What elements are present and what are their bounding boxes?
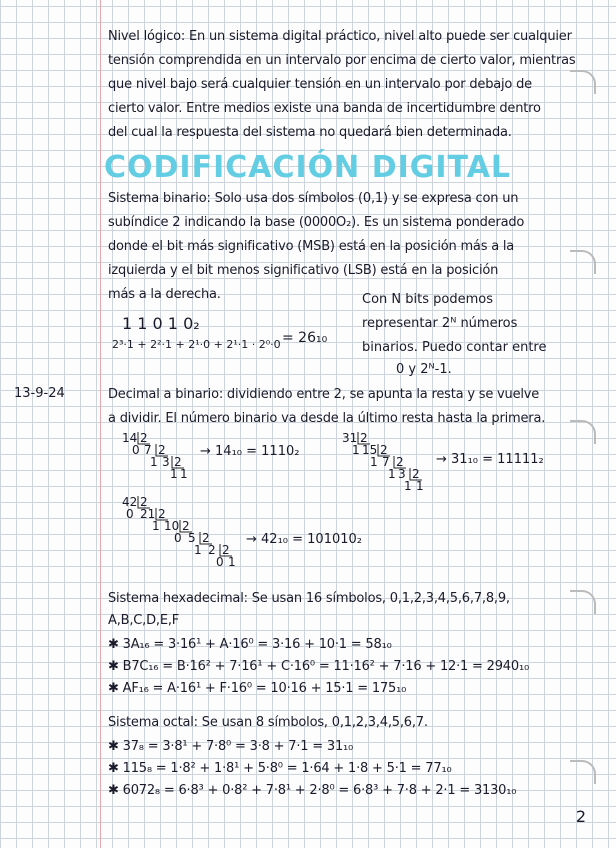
binario-line: izquierda y el bit menos significativo (LSB) está en la posición bbox=[108, 263, 499, 278]
svg-text:7: 7 bbox=[144, 443, 152, 457]
note-line: 0 y 2ᴺ-1. bbox=[396, 362, 452, 377]
binario-line: Sistema binario: Solo usa dos símbolos (0,1) y se expresa con un bbox=[108, 191, 519, 206]
octal-item: ✱ 115₈ = 1·8² + 1·8¹ + 5·8⁰ = 1·64 + 1·8 + 5·1 = 77₁₀ bbox=[108, 761, 452, 776]
section-title: CODIFICACIÓN DIGITAL bbox=[104, 150, 512, 185]
svg-text:15: 15 bbox=[362, 443, 378, 457]
binary-example-bits: 1 1 0 1 0₂ bbox=[122, 314, 200, 333]
svg-text:1: 1 bbox=[388, 467, 396, 481]
division-diagram bbox=[338, 430, 438, 494]
ring-mark bbox=[570, 760, 596, 784]
svg-text:3: 3 bbox=[162, 455, 170, 469]
svg-text:2: 2 bbox=[360, 431, 368, 445]
svg-text:0: 0 bbox=[174, 531, 182, 545]
binary-example-result: = 26₁₀ bbox=[282, 330, 328, 346]
octal-item: ✱ 6072₈ = 6·8³ + 0·8² + 7·8¹ + 2·8⁰ = 6·8³ + 7·8 + 2·1 = 3130₁₀ bbox=[108, 783, 517, 798]
svg-text:2: 2 bbox=[174, 455, 182, 469]
svg-text:2: 2 bbox=[412, 467, 420, 481]
page-number: 2 bbox=[575, 807, 586, 826]
svg-text:1: 1 bbox=[416, 479, 424, 493]
dec-bin-example-3: → 42₁₀ = 101010₂ bbox=[246, 532, 362, 547]
date-label: 13-9-24 bbox=[14, 386, 65, 401]
dec-bin-line: Decimal a binario: dividiendo entre 2, se apunta la resta y se vuelve bbox=[108, 387, 540, 402]
svg-text:2: 2 bbox=[158, 443, 166, 457]
note-line: representar 2ᴺ números bbox=[362, 316, 518, 331]
octal-item: ✱ 37₈ = 3·8¹ + 7·8⁰ = 3·8 + 7·1 = 31₁₀ bbox=[108, 739, 354, 754]
svg-text:2: 2 bbox=[140, 431, 148, 445]
svg-text:2: 2 bbox=[158, 507, 166, 521]
division-diagram bbox=[118, 494, 258, 574]
dec-bin-line: a dividir. El número binario va desde la último resta hasta la primera. bbox=[108, 411, 546, 426]
svg-text:2: 2 bbox=[208, 543, 216, 557]
ring-mark bbox=[570, 420, 596, 444]
svg-text:3: 3 bbox=[398, 467, 406, 481]
binary-example-expansion: 2³·1 + 2²·1 + 2¹·0 + 2¹·1 · 2⁰·0 bbox=[112, 338, 281, 351]
ring-mark bbox=[570, 250, 596, 274]
binario-line: subíndice 2 indicando la base (0000O₂). Es un sistema ponderado bbox=[108, 215, 525, 230]
svg-text:2: 2 bbox=[380, 443, 388, 457]
svg-text:0: 0 bbox=[132, 443, 140, 457]
note-line: binarios. Puedo contar entre bbox=[362, 340, 547, 355]
svg-text:31: 31 bbox=[342, 431, 358, 445]
svg-text:2: 2 bbox=[222, 543, 230, 557]
svg-text:1: 1 bbox=[370, 455, 378, 469]
ring-mark bbox=[570, 590, 596, 614]
intro-line: que nivel bajo será cualquier tensión en un intervalo por debajo de bbox=[108, 77, 532, 92]
svg-text:14: 14 bbox=[122, 431, 138, 445]
svg-text:2: 2 bbox=[182, 519, 190, 533]
svg-text:2: 2 bbox=[140, 495, 148, 509]
intro-line: cierto valor. Entre medios existe una banda de incertidumbre dentro bbox=[108, 101, 541, 116]
svg-text:7: 7 bbox=[382, 455, 390, 469]
intro-line: Nivel lógico: En un sistema digital práctico, nivel alto puede ser cualquier bbox=[108, 29, 572, 44]
note-line: Con N bits podemos bbox=[362, 292, 493, 307]
svg-text:1: 1 bbox=[404, 479, 412, 493]
svg-text:5: 5 bbox=[188, 531, 196, 545]
svg-text:10: 10 bbox=[164, 519, 180, 533]
division-diagram bbox=[118, 430, 208, 490]
svg-text:1: 1 bbox=[228, 555, 236, 569]
svg-text:21: 21 bbox=[140, 507, 156, 521]
svg-text:1: 1 bbox=[194, 543, 202, 557]
svg-text:1: 1 bbox=[170, 467, 178, 481]
octal-line: Sistema octal: Se usan 8 símbolos, 0,1,2,3,4,5,6,7. bbox=[108, 715, 428, 730]
intro-line: del cual la respuesta del sistema no quedará bien determinada. bbox=[108, 125, 512, 140]
intro-line: tensión comprendida en un intervalo por encima de cierto valor, mientras bbox=[108, 53, 576, 68]
binario-line: donde el bit más significativo (MSB) está en la posición más a la bbox=[108, 239, 515, 254]
svg-text:1: 1 bbox=[150, 455, 158, 469]
svg-text:2: 2 bbox=[202, 531, 210, 545]
binario-line: más a la derecha. bbox=[108, 287, 221, 302]
svg-text:0: 0 bbox=[126, 507, 134, 521]
svg-text:1: 1 bbox=[180, 467, 188, 481]
svg-text:1: 1 bbox=[152, 519, 160, 533]
svg-text:2: 2 bbox=[396, 455, 404, 469]
hex-item: ✱ AF₁₆ = A·16¹ + F·16⁰ = 10·16 + 15·1 = 175₁₀ bbox=[108, 681, 407, 696]
hex-item: ✱ B7C₁₆ = B·16² + 7·16¹ + C·16⁰ = 11·16² + 7·16 + 12·1 = 2940₁₀ bbox=[108, 659, 529, 674]
hex-line: A,B,C,D,E,F bbox=[108, 613, 180, 628]
ring-mark bbox=[570, 70, 596, 94]
svg-text:42: 42 bbox=[122, 495, 138, 509]
svg-text:1: 1 bbox=[352, 443, 360, 457]
dec-bin-example-2: → 31₁₀ = 11111₂ bbox=[436, 452, 544, 467]
margin-line bbox=[100, 0, 101, 848]
hex-item: ✱ 3A₁₆ = 3·16¹ + A·16⁰ = 3·16 + 10·1 = 58₁₀ bbox=[108, 637, 392, 652]
svg-text:0: 0 bbox=[216, 555, 224, 569]
hex-line: Sistema hexadecimal: Se usan 16 símbolos, 0,1,2,3,4,5,6,7,8,9, bbox=[108, 591, 510, 606]
dec-bin-example-1: → 14₁₀ = 1110₂ bbox=[200, 444, 300, 459]
